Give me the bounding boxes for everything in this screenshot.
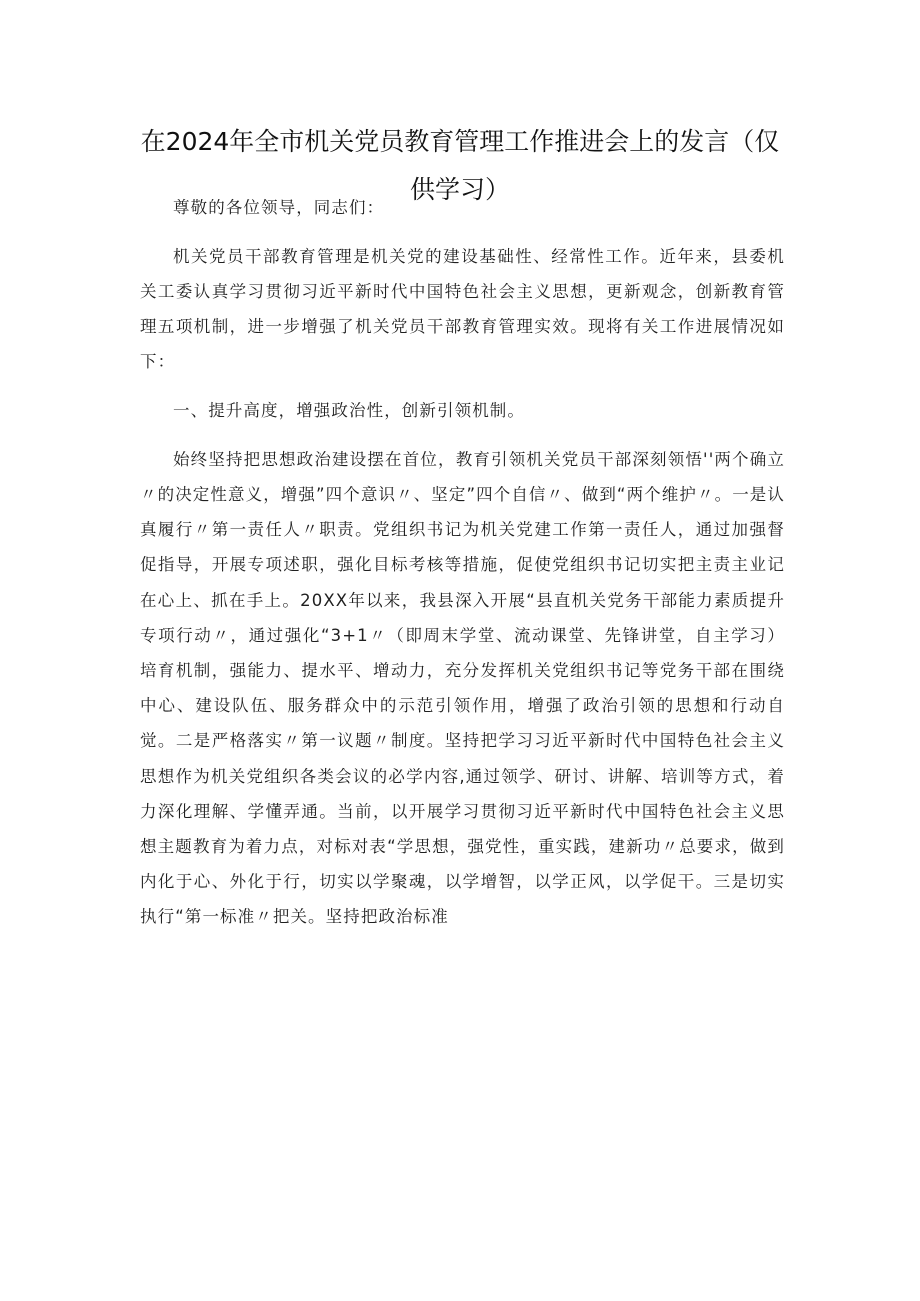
salutation-paragraph: 尊敬的各位领导，同志们：: [173, 198, 385, 217]
section-heading: 一、提升高度，增强政治性，创新引领机制。: [173, 401, 525, 421]
document-body: [140, 190, 785, 948]
intro-paragraph: 机关党员干部教育管理是机关党的建设基础性、经常性工作。近年来，县委机关工委认真学习贯彻习近平新时代中国特色社会主义思想，更新观念，创新教育管理五项机制，进一步增强了机关党员干部教育管理实效。现将有关工作进展情况如下：: [140, 246, 785, 372]
body-paragraph: 始终坚持把思想政治建设摆在首位，教育引领机关党员干部深刻领悟''两个确立〃的决定性意义，增强”四个意识〃、坚定”四个自信〃、做到“两个维护〃。一是认真履行〃第一责任人〃职责。党组织书记为机关党建工作第一责任人，通过加强督促指导，开展专项述职，强化目标考核等措施，促使党组织书记切实把主责主业记在心上、抓在手上。20XX年以来，我县深入开展“县直机关党务干部能力素质提升专项行动〃，通过强化“3+1〃（即周末学堂、流动课堂、先锋讲堂，自主学习）培育机制，强能力、提水平、增动力，充分发挥机关党组织书记等党务干部在围绕中心、建设队伍、服务群众中的示范引领作用，增强了政治引领的思想和行动自觉。二是严格落实〃第一议题〃制度。坚持把学习习近平新时代中国特色社会主义思想作为机关党组织各类会议的必学内容,通过领学、研讨、讲解、培训等方式，着力深化理解、学懂弄通。当前，以开展学习贯彻习近平新时代中国特色社会主义思想主题教育为着力点，对标对表“学思想，强党性，重实践，建新功〃总要求，做到内化于心、外化于行，切实以学聚魂，以学增智，以学正风，以学促干。三是切实执行“第一标准〃把关。坚持把政治标准: [140, 449, 785, 927]
document-title: 在2024年全市机关党员教育管理工作推进会上的发言（仅供学习）: [140, 127, 780, 204]
